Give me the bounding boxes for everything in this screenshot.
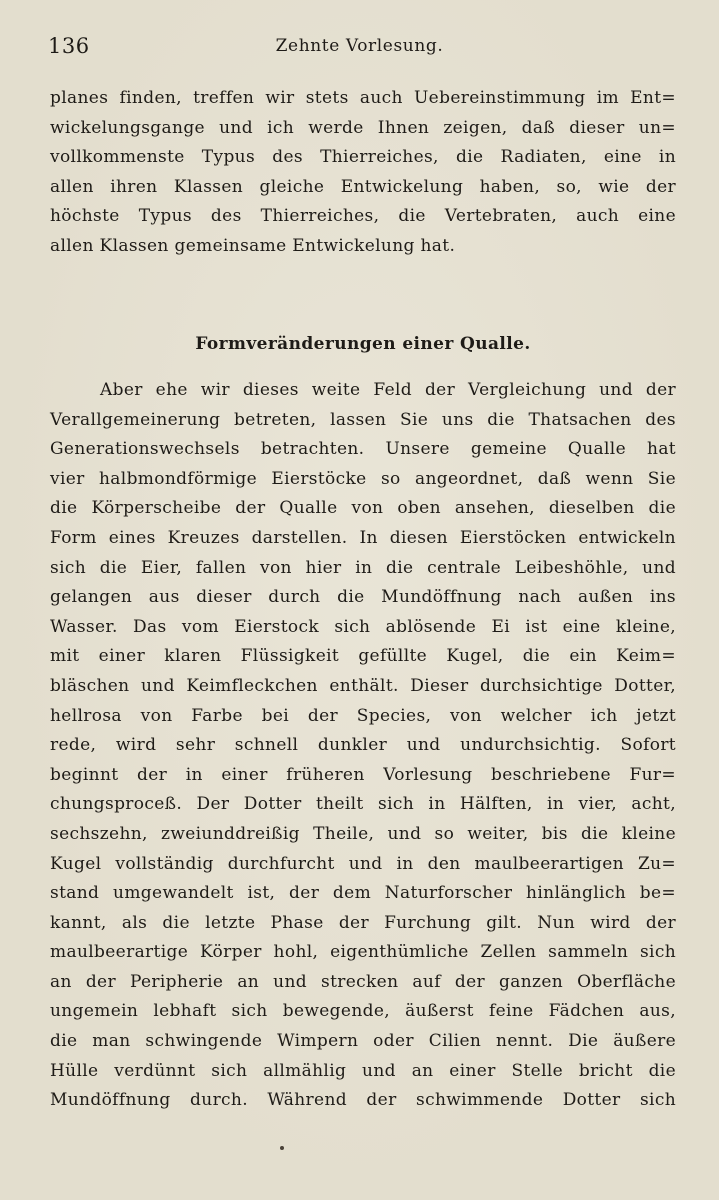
text-line: Mundöffnung durch. Während der schwimmende Dotter sich (50, 1090, 676, 1111)
page-header (48, 34, 671, 64)
text-line: vier halbmondförmige Eierstöcke so angeordnet, daß wenn Sie (50, 468, 676, 489)
text-line: die Körperscheibe der Qualle von oben ansehen, dieselben die (50, 498, 676, 519)
text-line: Kugel vollständig durchfurcht und in den maulbeerartigen Zu= (50, 853, 676, 874)
paragraph-continuation (50, 84, 676, 262)
text-line: Hülle verdünnt sich allmählig und an einer Stelle bricht die (50, 1060, 676, 1081)
text-line: wickelungsgange und ich werde Ihnen zeigen, daß dieser un= (50, 117, 676, 138)
text-line: gelangen aus dieser durch die Mundöffnung nach außen ins (50, 587, 676, 608)
text-line: chungsproceß. Der Dotter theilt sich in Hälften, in vier, acht, (50, 794, 676, 815)
text-line: maulbeerartige Körper hohl, eigenthümliche Zellen sammeln sich (50, 942, 676, 963)
text-line: die man schwingende Wimpern oder Cilien nennt. Die äußere (50, 1031, 676, 1052)
running-head: Zehnte Vorlesung. (275, 36, 444, 56)
text-line: allen ihren Klassen gleiche Entwickelung haben, so, wie der (50, 176, 676, 197)
text-line: stand umgewandelt ist, der dem Naturforscher hinlänglich be= (50, 883, 676, 904)
text-line: Form eines Kreuzes darstellen. In diesen Eierstöcken entwickeln (50, 527, 676, 548)
section-heading: Formveränderungen einer Qualle. (195, 334, 531, 354)
text-line: hellrosa von Farbe bei der Species, von welcher ich jetzt (50, 705, 676, 726)
text-line: allen Klassen gemeinsame Entwickelung hat. (50, 235, 456, 256)
paper-speck (280, 1146, 284, 1150)
text-line: beginnt der in einer früheren Vorlesung beschriebene Fur= (50, 764, 676, 785)
page-number: 136 (48, 34, 90, 58)
text-line: ungemein lebhaft sich bewegende, äußerst feine Fädchen aus, (50, 1001, 676, 1022)
text-line: Generationswechsels betrachten. Unsere gemeine Qualle hat (50, 439, 676, 460)
text-line: bläschen und Keimfleckchen enthält. Dieser durchsichtige Dotter, (50, 675, 676, 696)
paragraph-main (50, 376, 676, 1116)
text-line: Wasser. Das vom Eierstock sich ablösende Ei ist eine kleine, (50, 616, 676, 637)
text-line: höchste Typus des Thierreiches, die Vertebraten, auch eine (50, 206, 676, 227)
text-line: sich die Eier, fallen von hier in die centrale Leibeshöhle, und (50, 557, 676, 578)
text-line: Aber ehe wir dieses weite Feld der Vergleichung und der (100, 380, 676, 400)
text-line: planes finden, treffen wir stets auch Uebereinstimmung im Ent= (50, 88, 676, 108)
text-line: sechszehn, zweiunddreißig Theile, und so weiter, bis die kleine (50, 823, 676, 844)
text-line: an der Peripherie an und strecken auf der ganzen Oberfläche (50, 971, 676, 992)
text-line: Verallgemeinerung betreten, lassen Sie uns die Thatsachen des (50, 409, 676, 430)
text-line: kannt, als die letzte Phase der Furchung gilt. Nun wird der (50, 912, 676, 933)
text-line: vollkommenste Typus des Thierreiches, die Radiaten, eine in (50, 147, 676, 168)
text-line: mit einer klaren Flüssigkeit gefüllte Kugel, die ein Keim= (50, 646, 676, 667)
text-line: rede, wird sehr schnell dunkler und undurchsichtig. Sofort (50, 735, 676, 756)
